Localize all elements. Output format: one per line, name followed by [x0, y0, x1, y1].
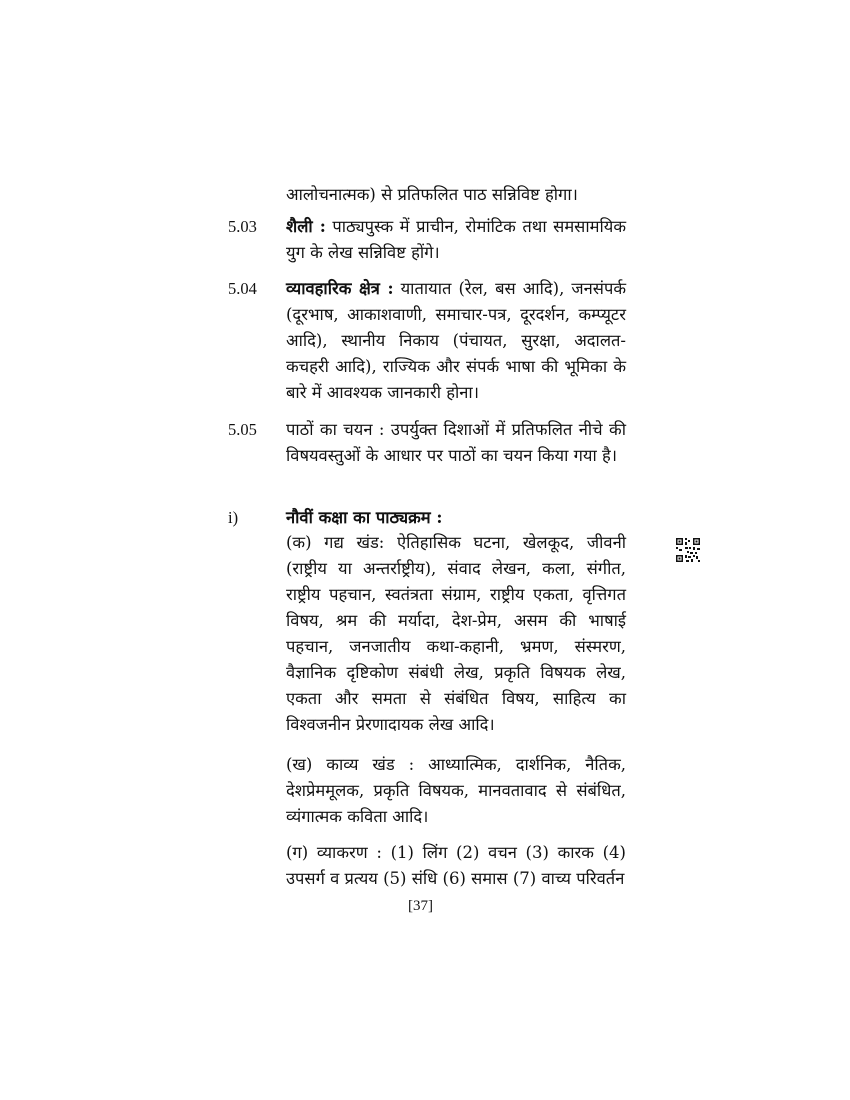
- section-5-03-heading: शैली :: [286, 217, 326, 236]
- section-number-5-04: 5.04: [228, 279, 257, 298]
- intro-line: आलोचनात्मक) से प्रतिफलित पाठ सन्निविष्ट होगा।: [286, 185, 578, 204]
- syllabus-marker: i): [228, 508, 239, 527]
- qr-code-icon: [675, 537, 701, 563]
- page-number: [37]: [408, 898, 433, 914]
- section-5-05-body: [286, 417, 626, 469]
- section-5-03-body: [286, 214, 626, 266]
- section-number-5-03: 5.03: [228, 217, 257, 236]
- section-number-5-05: 5.05: [228, 420, 257, 439]
- syllabus-prose: (क) गद्य खंड: ऐतिहासिक घटना, खेलकूद, जीवनी (राष्ट्रीय या अन्तर्राष्ट्रीय), संवाद लेखन, कला, संगीत, राष्ट्रीय पहचान, स्वतंत्रता संग्राम, राष्ट्रीय एकता, वृत्तिगत विषय, श्रम की मर्यादा, देश-प्रेम, असम की भाषाई पहचान, जनजातीय कथा-कहानी, भ्रमण, संस्मरण, वैज्ञानिक दृष्टिकोण संबंधी लेख, प्रकृति विषयक लेख, एकता और समता से संबंधित विषय, साहित्य का विश्वजनीन प्रेरणादायक लेख आदि।: [286, 533, 626, 734]
- syllabus-poetry: (ख) काव्य खंड : आध्यात्मिक, दार्शनिक, नैतिक, देशप्रेममूलक, प्रकृति विषयक, मानवतावाद से संबंधित, व्यंगात्मक कविता आदि।: [286, 755, 626, 826]
- section-5-05-heading: पाठों का चयन :: [286, 420, 385, 439]
- section-5-04-body: [286, 276, 626, 406]
- section-5-05-text: उपर्युक्त दिशाओं में प्रतिफलित नीचे की विषयवस्तुओं के आधार पर पाठों का चयन किया गया है।: [286, 420, 626, 465]
- syllabus-grammar: (ग) व्याकरण : (1) लिंग (2) वचन (3) कारक (4) उपसर्ग व प्रत्यय (5) संधि (6) समास (7) वाच्य परिवर्तन: [286, 843, 626, 888]
- section-5-04-text: यातायात (रेल, बस आदि), जनसंपर्क (दूरभाष, आकाशवाणी, समाचार-पत्र, दूरदर्शन, कम्प्यूटर आदि), स्थानीय निकाय (पंचायत, सुरक्षा, अदालत-कचहरी आदि), राज्यिक और संपर्क भाषा की भूमिका के बारे में आवश्यक जानकारी होना।: [286, 279, 626, 402]
- section-5-03-text: पाठ्यपुस्क में प्राचीन, रोमांटिक तथा समसामयिक युग के लेख सन्निविष्ट होंगे।: [286, 217, 626, 262]
- section-5-04-heading: व्यावहारिक क्षेत्र :: [286, 279, 394, 298]
- syllabus-title: नौवीं कक्षा का पाठ्यक्रम :: [286, 508, 443, 527]
